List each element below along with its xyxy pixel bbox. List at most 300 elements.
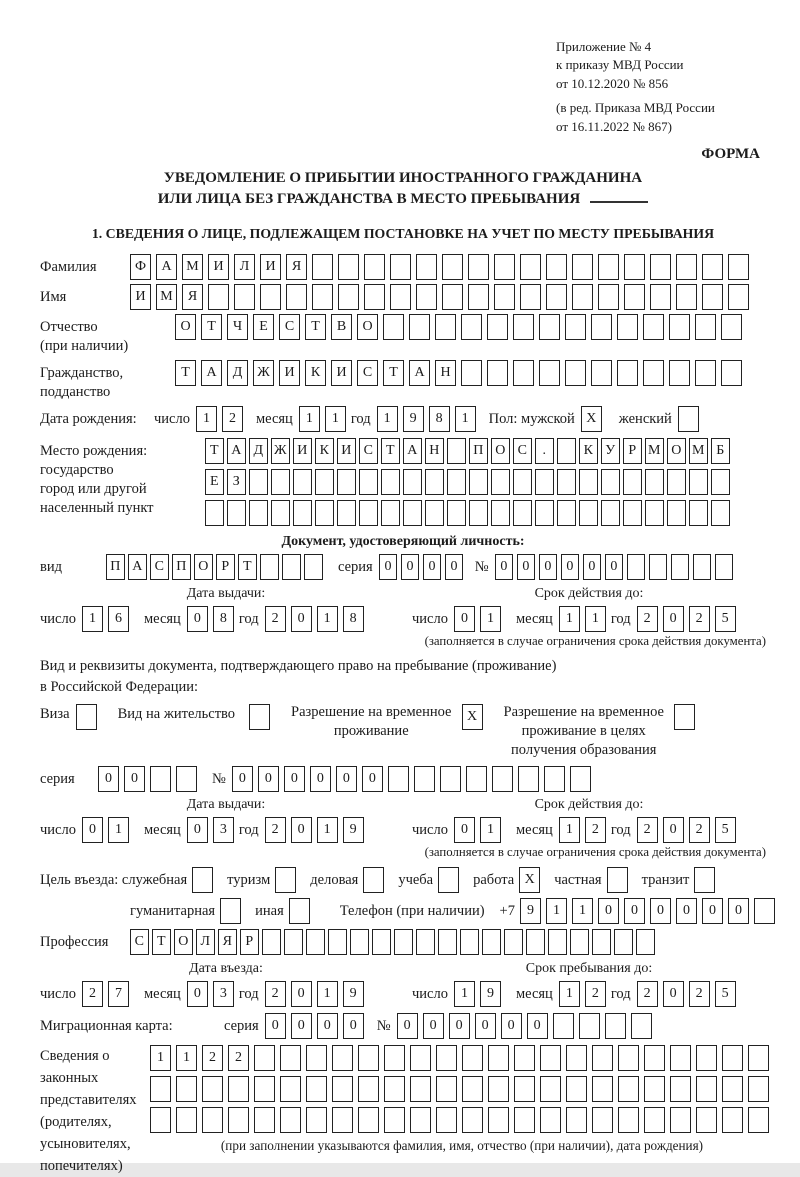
- form-cell[interactable]: [306, 1045, 327, 1071]
- purpose-private-checkbox[interactable]: [607, 867, 633, 893]
- form-cell[interactable]: [546, 284, 567, 310]
- form-cell[interactable]: [436, 1107, 457, 1133]
- form-cell[interactable]: [520, 284, 541, 310]
- form-cell[interactable]: И: [293, 438, 312, 464]
- form-cell[interactable]: [280, 1107, 301, 1133]
- form-cell[interactable]: 5: [715, 606, 736, 632]
- form-cell[interactable]: 0: [291, 606, 312, 632]
- form-cell[interactable]: 1: [559, 606, 580, 632]
- form-cell[interactable]: [192, 867, 213, 893]
- form-cell[interactable]: С: [359, 438, 378, 464]
- form-cell[interactable]: [535, 469, 554, 495]
- form-cell[interactable]: [645, 469, 664, 495]
- form-cell[interactable]: 1: [480, 606, 501, 632]
- form-cell[interactable]: 8: [343, 606, 364, 632]
- form-cell[interactable]: [442, 254, 463, 280]
- form-cell[interactable]: [358, 1107, 379, 1133]
- form-cell[interactable]: 1: [108, 817, 129, 843]
- form-cell[interactable]: Ж: [271, 438, 290, 464]
- form-cell[interactable]: Е: [205, 469, 224, 495]
- form-cell[interactable]: [540, 1045, 561, 1071]
- form-cell[interactable]: 0: [454, 817, 475, 843]
- form-cell[interactable]: [416, 254, 437, 280]
- form-cell[interactable]: [271, 469, 290, 495]
- form-cell[interactable]: 0: [291, 817, 312, 843]
- form-cell[interactable]: [462, 1076, 483, 1102]
- form-cell[interactable]: [624, 254, 645, 280]
- form-cell[interactable]: [350, 929, 369, 955]
- form-cell[interactable]: 1: [299, 406, 320, 432]
- form-cell[interactable]: [469, 469, 488, 495]
- form-cell[interactable]: 2: [637, 981, 658, 1007]
- form-cell[interactable]: [482, 929, 501, 955]
- form-cell[interactable]: 0: [676, 898, 697, 924]
- form-cell[interactable]: 0: [449, 1013, 470, 1039]
- form-cell[interactable]: 0: [317, 1013, 338, 1039]
- form-cell[interactable]: В: [331, 314, 352, 340]
- form-cell[interactable]: [205, 500, 224, 526]
- form-cell[interactable]: [696, 1045, 717, 1071]
- form-cell[interactable]: [338, 254, 359, 280]
- form-cell[interactable]: [645, 500, 664, 526]
- purpose-work-checkbox[interactable]: [519, 867, 545, 893]
- form-cell[interactable]: 8: [429, 406, 450, 432]
- form-cell[interactable]: [540, 1107, 561, 1133]
- form-cell[interactable]: П: [469, 438, 488, 464]
- form-cell[interactable]: [513, 314, 534, 340]
- form-cell[interactable]: [403, 500, 422, 526]
- form-cell[interactable]: [488, 1045, 509, 1071]
- form-cell[interactable]: [487, 360, 508, 386]
- form-cell[interactable]: 1: [176, 1045, 197, 1071]
- form-cell[interactable]: [425, 469, 444, 495]
- form-cell[interactable]: 5: [715, 981, 736, 1007]
- form-cell[interactable]: [702, 284, 723, 310]
- form-cell[interactable]: [249, 469, 268, 495]
- form-cell[interactable]: [748, 1107, 769, 1133]
- form-cell[interactable]: [332, 1076, 353, 1102]
- form-cell[interactable]: И: [331, 360, 352, 386]
- form-cell[interactable]: 0: [583, 554, 602, 580]
- form-cell[interactable]: X: [519, 867, 540, 893]
- form-cell[interactable]: [636, 929, 655, 955]
- form-cell[interactable]: 0: [663, 817, 684, 843]
- form-cell[interactable]: [383, 314, 404, 340]
- form-cell[interactable]: 0: [291, 1013, 312, 1039]
- form-cell[interactable]: [227, 500, 246, 526]
- form-cell[interactable]: [728, 284, 749, 310]
- form-cell[interactable]: [566, 1107, 587, 1133]
- form-cell[interactable]: [337, 469, 356, 495]
- form-cell[interactable]: И: [208, 254, 229, 280]
- form-cell[interactable]: [254, 1045, 275, 1071]
- form-cell[interactable]: [358, 1076, 379, 1102]
- form-cell[interactable]: Р: [216, 554, 235, 580]
- form-cell[interactable]: [315, 500, 334, 526]
- form-cell[interactable]: Я: [286, 254, 307, 280]
- form-cell[interactable]: [394, 929, 413, 955]
- form-cell[interactable]: [332, 1045, 353, 1071]
- form-cell[interactable]: [702, 254, 723, 280]
- form-cell[interactable]: [358, 1045, 379, 1071]
- form-cell[interactable]: 0: [336, 766, 357, 792]
- form-cell[interactable]: [518, 766, 539, 792]
- form-cell[interactable]: [436, 1076, 457, 1102]
- form-cell[interactable]: 9: [343, 981, 364, 1007]
- purpose-tourism-checkbox[interactable]: [275, 867, 301, 893]
- form-cell[interactable]: [728, 254, 749, 280]
- form-cell[interactable]: [650, 284, 671, 310]
- form-cell[interactable]: [513, 469, 532, 495]
- form-cell[interactable]: [390, 254, 411, 280]
- form-cell[interactable]: [643, 360, 664, 386]
- form-cell[interactable]: [468, 254, 489, 280]
- form-cell[interactable]: Е: [253, 314, 274, 340]
- form-cell[interactable]: [722, 1107, 743, 1133]
- form-cell[interactable]: [254, 1076, 275, 1102]
- form-cell[interactable]: 0: [187, 606, 208, 632]
- form-cell[interactable]: 0: [187, 817, 208, 843]
- form-cell[interactable]: [570, 766, 591, 792]
- form-cell[interactable]: [623, 500, 642, 526]
- form-cell[interactable]: [488, 1107, 509, 1133]
- form-cell[interactable]: 0: [539, 554, 558, 580]
- form-cell[interactable]: 0: [291, 981, 312, 1007]
- form-cell[interactable]: [695, 360, 716, 386]
- form-cell[interactable]: [461, 360, 482, 386]
- form-cell[interactable]: [306, 1076, 327, 1102]
- form-cell[interactable]: А: [227, 438, 246, 464]
- form-cell[interactable]: 1: [559, 817, 580, 843]
- form-cell[interactable]: Д: [227, 360, 248, 386]
- form-cell[interactable]: [669, 314, 690, 340]
- form-cell[interactable]: [591, 314, 612, 340]
- form-cell[interactable]: [670, 1045, 691, 1071]
- form-cell[interactable]: З: [227, 469, 246, 495]
- form-cell[interactable]: [592, 1107, 613, 1133]
- form-cell[interactable]: [667, 500, 686, 526]
- form-cell[interactable]: [359, 500, 378, 526]
- form-cell[interactable]: 2: [82, 981, 103, 1007]
- form-cell[interactable]: 7: [108, 981, 129, 1007]
- form-cell[interactable]: [282, 554, 301, 580]
- form-cell[interactable]: [649, 554, 668, 580]
- form-cell[interactable]: [304, 554, 323, 580]
- form-cell[interactable]: [748, 1045, 769, 1071]
- form-cell[interactable]: [289, 898, 310, 924]
- form-cell[interactable]: [447, 438, 466, 464]
- form-cell[interactable]: 0: [561, 554, 580, 580]
- form-cell[interactable]: 1: [317, 817, 338, 843]
- form-cell[interactable]: [220, 898, 241, 924]
- form-cell[interactable]: [669, 360, 690, 386]
- form-cell[interactable]: 2: [689, 981, 710, 1007]
- form-cell[interactable]: [494, 254, 515, 280]
- form-cell[interactable]: 0: [598, 898, 619, 924]
- form-cell[interactable]: А: [403, 438, 422, 464]
- form-cell[interactable]: Л: [234, 254, 255, 280]
- form-cell[interactable]: [722, 1045, 743, 1071]
- form-cell[interactable]: [526, 929, 545, 955]
- form-cell[interactable]: Т: [305, 314, 326, 340]
- form-cell[interactable]: [539, 314, 560, 340]
- form-cell[interactable]: У: [601, 438, 620, 464]
- purpose-official-checkbox[interactable]: [192, 867, 218, 893]
- form-cell[interactable]: 0: [445, 554, 464, 580]
- form-cell[interactable]: 0: [232, 766, 253, 792]
- form-cell[interactable]: [670, 1107, 691, 1133]
- form-cell[interactable]: 0: [379, 554, 398, 580]
- form-cell[interactable]: [461, 314, 482, 340]
- form-cell[interactable]: 9: [480, 981, 501, 1007]
- form-cell[interactable]: М: [182, 254, 203, 280]
- form-cell[interactable]: [384, 1107, 405, 1133]
- form-cell[interactable]: О: [174, 929, 193, 955]
- form-cell[interactable]: [579, 469, 598, 495]
- form-cell[interactable]: [202, 1076, 223, 1102]
- form-cell[interactable]: [492, 766, 513, 792]
- form-cell[interactable]: [208, 284, 229, 310]
- phone-cells[interactable]: [520, 898, 780, 924]
- form-cell[interactable]: [607, 867, 628, 893]
- form-cell[interactable]: [280, 1045, 301, 1071]
- form-cell[interactable]: 0: [124, 766, 145, 792]
- form-cell[interactable]: 5: [715, 817, 736, 843]
- form-cell[interactable]: 0: [728, 898, 749, 924]
- form-cell[interactable]: [328, 929, 347, 955]
- form-cell[interactable]: Я: [218, 929, 237, 955]
- form-cell[interactable]: [364, 284, 385, 310]
- form-cell[interactable]: [591, 360, 612, 386]
- form-cell[interactable]: [754, 898, 775, 924]
- form-cell[interactable]: [275, 867, 296, 893]
- form-cell[interactable]: [711, 469, 730, 495]
- form-cell[interactable]: [579, 1013, 600, 1039]
- form-cell[interactable]: [262, 929, 281, 955]
- form-cell[interactable]: [447, 500, 466, 526]
- form-cell[interactable]: [696, 1107, 717, 1133]
- form-cell[interactable]: 6: [108, 606, 129, 632]
- form-cell[interactable]: X: [462, 704, 483, 730]
- form-cell[interactable]: [748, 1076, 769, 1102]
- form-cell[interactable]: 1: [150, 1045, 171, 1071]
- form-cell[interactable]: 3: [213, 981, 234, 1007]
- form-cell[interactable]: 0: [187, 981, 208, 1007]
- form-cell[interactable]: Н: [425, 438, 444, 464]
- form-cell[interactable]: О: [194, 554, 213, 580]
- form-cell[interactable]: [462, 1045, 483, 1071]
- form-cell[interactable]: [410, 1076, 431, 1102]
- form-cell[interactable]: [76, 704, 97, 730]
- form-cell[interactable]: [381, 469, 400, 495]
- form-cell[interactable]: Д: [249, 438, 268, 464]
- form-cell[interactable]: 0: [423, 1013, 444, 1039]
- form-cell[interactable]: 1: [480, 817, 501, 843]
- form-cell[interactable]: [494, 284, 515, 310]
- form-cell[interactable]: С: [150, 554, 169, 580]
- sex-female-checkbox[interactable]: [678, 406, 704, 432]
- form-cell[interactable]: [565, 314, 586, 340]
- form-cell[interactable]: П: [106, 554, 125, 580]
- form-cell[interactable]: К: [315, 438, 334, 464]
- form-cell[interactable]: X: [581, 406, 602, 432]
- form-cell[interactable]: 2: [222, 406, 243, 432]
- form-cell[interactable]: 0: [343, 1013, 364, 1039]
- form-cell[interactable]: 0: [663, 981, 684, 1007]
- form-cell[interactable]: 0: [310, 766, 331, 792]
- form-cell[interactable]: [693, 554, 712, 580]
- form-cell[interactable]: [487, 314, 508, 340]
- form-cell[interactable]: 1: [454, 981, 475, 1007]
- form-cell[interactable]: [618, 1107, 639, 1133]
- form-cell[interactable]: [293, 469, 312, 495]
- form-cell[interactable]: [438, 929, 457, 955]
- form-cell[interactable]: [618, 1045, 639, 1071]
- form-cell[interactable]: [514, 1045, 535, 1071]
- form-cell[interactable]: Ч: [227, 314, 248, 340]
- form-cell[interactable]: И: [279, 360, 300, 386]
- form-cell[interactable]: 2: [265, 817, 286, 843]
- form-cell[interactable]: [249, 704, 270, 730]
- form-cell[interactable]: 0: [650, 898, 671, 924]
- form-cell[interactable]: 1: [546, 898, 567, 924]
- form-cell[interactable]: 0: [495, 554, 514, 580]
- form-cell[interactable]: [696, 1076, 717, 1102]
- form-cell[interactable]: [435, 314, 456, 340]
- form-cell[interactable]: [722, 1076, 743, 1102]
- form-cell[interactable]: 0: [362, 766, 383, 792]
- form-cell[interactable]: Б: [711, 438, 730, 464]
- form-cell[interactable]: [438, 867, 459, 893]
- form-cell[interactable]: Т: [201, 314, 222, 340]
- form-cell[interactable]: [280, 1076, 301, 1102]
- form-cell[interactable]: [414, 766, 435, 792]
- form-cell[interactable]: [570, 929, 589, 955]
- form-cell[interactable]: О: [491, 438, 510, 464]
- form-cell[interactable]: О: [667, 438, 686, 464]
- form-cell[interactable]: [234, 284, 255, 310]
- form-cell[interactable]: [667, 469, 686, 495]
- form-cell[interactable]: 9: [403, 406, 424, 432]
- form-cell[interactable]: [260, 554, 279, 580]
- form-cell[interactable]: [249, 500, 268, 526]
- form-cell[interactable]: И: [337, 438, 356, 464]
- form-cell[interactable]: [312, 254, 333, 280]
- form-cell[interactable]: 2: [265, 981, 286, 1007]
- form-cell[interactable]: [565, 360, 586, 386]
- residence-permit-checkbox[interactable]: [249, 704, 275, 730]
- form-cell[interactable]: [372, 929, 391, 955]
- form-cell[interactable]: [150, 1076, 171, 1102]
- form-cell[interactable]: [535, 500, 554, 526]
- form-cell[interactable]: 0: [265, 1013, 286, 1039]
- form-cell[interactable]: 0: [82, 817, 103, 843]
- purpose-humanitarian-checkbox[interactable]: [220, 898, 246, 924]
- form-cell[interactable]: 0: [98, 766, 119, 792]
- form-cell[interactable]: [332, 1107, 353, 1133]
- form-cell[interactable]: [425, 500, 444, 526]
- form-cell[interactable]: [488, 1076, 509, 1102]
- form-cell[interactable]: К: [305, 360, 326, 386]
- form-cell[interactable]: [671, 554, 690, 580]
- form-cell[interactable]: [410, 1045, 431, 1071]
- form-cell[interactable]: 2: [585, 817, 606, 843]
- form-cell[interactable]: [676, 254, 697, 280]
- form-cell[interactable]: 2: [265, 606, 286, 632]
- form-cell[interactable]: [504, 929, 523, 955]
- form-cell[interactable]: [150, 1107, 171, 1133]
- form-cell[interactable]: 2: [585, 981, 606, 1007]
- form-cell[interactable]: [359, 469, 378, 495]
- form-cell[interactable]: 0: [605, 554, 624, 580]
- form-cell[interactable]: Т: [152, 929, 171, 955]
- form-cell[interactable]: [469, 500, 488, 526]
- form-cell[interactable]: Т: [238, 554, 257, 580]
- form-cell[interactable]: И: [130, 284, 151, 310]
- form-cell[interactable]: [544, 766, 565, 792]
- form-cell[interactable]: [284, 929, 303, 955]
- purpose-other-checkbox[interactable]: [289, 898, 315, 924]
- form-cell[interactable]: 0: [501, 1013, 522, 1039]
- form-cell[interactable]: Я: [182, 284, 203, 310]
- form-cell[interactable]: [315, 469, 334, 495]
- form-cell[interactable]: 2: [637, 817, 658, 843]
- form-cell[interactable]: А: [201, 360, 222, 386]
- form-cell[interactable]: [592, 1045, 613, 1071]
- form-cell[interactable]: 9: [520, 898, 541, 924]
- form-cell[interactable]: Т: [383, 360, 404, 386]
- form-cell[interactable]: [293, 500, 312, 526]
- form-cell[interactable]: О: [175, 314, 196, 340]
- form-cell[interactable]: [592, 929, 611, 955]
- form-cell[interactable]: 2: [637, 606, 658, 632]
- form-cell[interactable]: [447, 469, 466, 495]
- form-cell[interactable]: [306, 1107, 327, 1133]
- purpose-transit-checkbox[interactable]: [694, 867, 720, 893]
- form-cell[interactable]: [384, 1076, 405, 1102]
- form-cell[interactable]: С: [357, 360, 378, 386]
- form-cell[interactable]: 1: [455, 406, 476, 432]
- form-cell[interactable]: [557, 438, 576, 464]
- form-cell[interactable]: 1: [196, 406, 217, 432]
- form-cell[interactable]: [617, 360, 638, 386]
- form-cell[interactable]: [676, 284, 697, 310]
- form-cell[interactable]: [462, 1107, 483, 1133]
- form-cell[interactable]: 0: [624, 898, 645, 924]
- form-cell[interactable]: [644, 1045, 665, 1071]
- form-cell[interactable]: 2: [202, 1045, 223, 1071]
- form-cell[interactable]: 2: [689, 817, 710, 843]
- form-cell[interactable]: [260, 284, 281, 310]
- form-cell[interactable]: 1: [559, 981, 580, 1007]
- form-cell[interactable]: [539, 360, 560, 386]
- form-cell[interactable]: [557, 500, 576, 526]
- form-cell[interactable]: [176, 1076, 197, 1102]
- form-cell[interactable]: [491, 500, 510, 526]
- form-cell[interactable]: [643, 314, 664, 340]
- form-cell[interactable]: [384, 1045, 405, 1071]
- form-cell[interactable]: [381, 500, 400, 526]
- form-cell[interactable]: 0: [397, 1013, 418, 1039]
- form-cell[interactable]: [695, 314, 716, 340]
- form-cell[interactable]: [605, 1013, 626, 1039]
- form-cell[interactable]: [721, 360, 742, 386]
- form-cell[interactable]: [650, 254, 671, 280]
- form-cell[interactable]: [711, 500, 730, 526]
- form-cell[interactable]: Р: [623, 438, 642, 464]
- form-cell[interactable]: [286, 284, 307, 310]
- form-cell[interactable]: [557, 469, 576, 495]
